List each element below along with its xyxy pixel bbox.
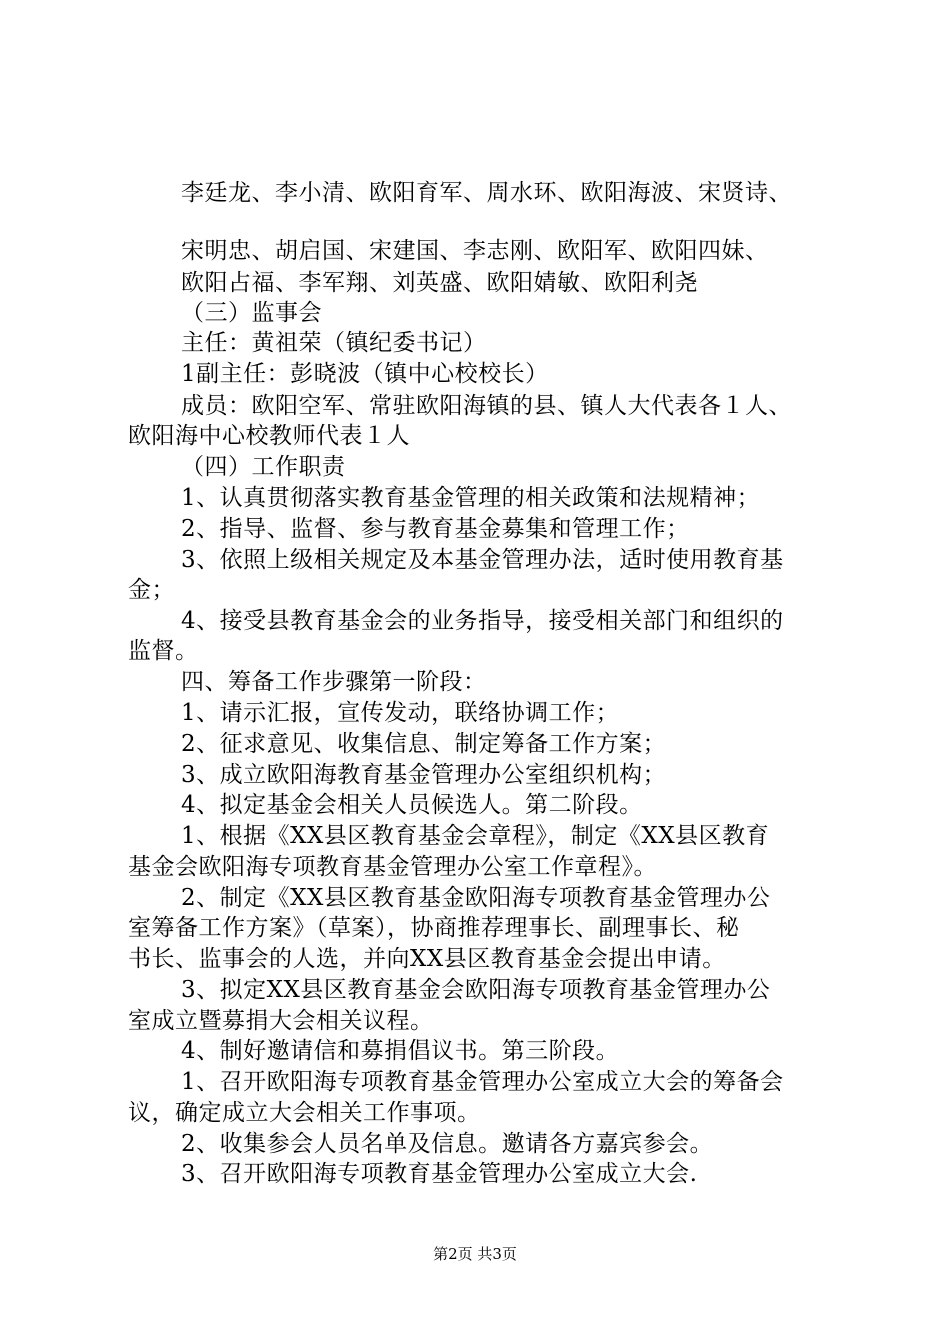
text-line: 1、召开欧阳海专项教育基金管理办公室成立大会的筹备会 — [181, 1069, 784, 1095]
section-heading: （四）工作职责 — [181, 454, 346, 480]
text-line: 4、接受县教育基金会的业务指导，接受相关部门和组织的 — [181, 608, 784, 634]
text-line: 金； — [128, 577, 175, 603]
text-line: 室成立暨募捐大会相关议程。 — [128, 1008, 434, 1034]
page-number-footer: 第2页 共3页 — [433, 1245, 517, 1263]
text-line: 3、依照上级相关规定及本基金管理办法，适时使用教育基 — [181, 547, 784, 573]
text-line: 3、成立欧阳海教育基金管理办公室组织机构； — [181, 762, 667, 788]
text-line: 欧阳占福、李军翔、刘英盛、欧阳婧敏、欧阳利尧 — [181, 270, 698, 296]
text-line: 3、召开欧阳海专项教育基金管理办公室成立大会. — [181, 1161, 698, 1187]
text-line: 1副主任：彭晓波（镇中心校校长） — [181, 361, 549, 387]
text-line: 2、制定《XX县区教育基金欧阳海专项教育基金管理办公 — [181, 885, 771, 911]
text-line: 书长、监事会的人选，并向XX县区教育基金会提出申请。 — [128, 946, 726, 972]
text-line: 1、认真贯彻落实教育基金管理的相关政策和法规精神； — [181, 485, 761, 511]
text-line: 议，确定成立大会相关工作事项。 — [128, 1100, 481, 1126]
text-line: 1、请示汇报，宣传发动，联络协调工作； — [181, 700, 620, 726]
section-heading: 四、筹备工作步骤第一阶段： — [181, 669, 487, 695]
text-line: 成员：欧阳空军、常驻欧阳海镇的县、镇人大代表各１人、 — [181, 393, 792, 419]
text-line: 监督。 — [128, 638, 199, 664]
text-line: 1、根据《XX县区教育基金会章程》，制定《XX县区教育 — [181, 823, 770, 849]
text-line: 室筹备工作方案》（草案），协商推荐理事长、副理事长、秘 — [128, 915, 740, 941]
text-line: 主任：黄祖荣（镇纪委书记） — [181, 330, 487, 356]
text-line: 基金会欧阳海专项教育基金管理办公室工作章程》。 — [128, 854, 657, 880]
text-line: 宋明忠、胡启国、宋建国、李志刚、欧阳军、欧阳四妹、 — [181, 238, 769, 264]
section-heading: （三）监事会 — [181, 300, 322, 326]
text-line: 欧阳海中心校教师代表１人 — [128, 423, 410, 449]
text-line: 李廷龙、李小清、欧阳育军、周水环、欧阳海波、宋贤诗、 — [181, 180, 792, 206]
text-line: 3、拟定XX县区教育基金会欧阳海专项教育基金管理办公 — [181, 977, 771, 1003]
text-line: 2、指导、监督、参与教育基金募集和管理工作； — [181, 516, 690, 542]
text-line: 2、收集参会人员名单及信息。邀请各方嘉宾参会。 — [181, 1131, 714, 1157]
text-line: 4、制好邀请信和募捐倡议书。第三阶段。 — [181, 1038, 620, 1064]
text-line: 4、拟定基金会相关人员候选人。第二阶段。 — [181, 792, 643, 818]
text-line: 2、征求意见、收集信息、制定筹备工作方案； — [181, 731, 667, 757]
